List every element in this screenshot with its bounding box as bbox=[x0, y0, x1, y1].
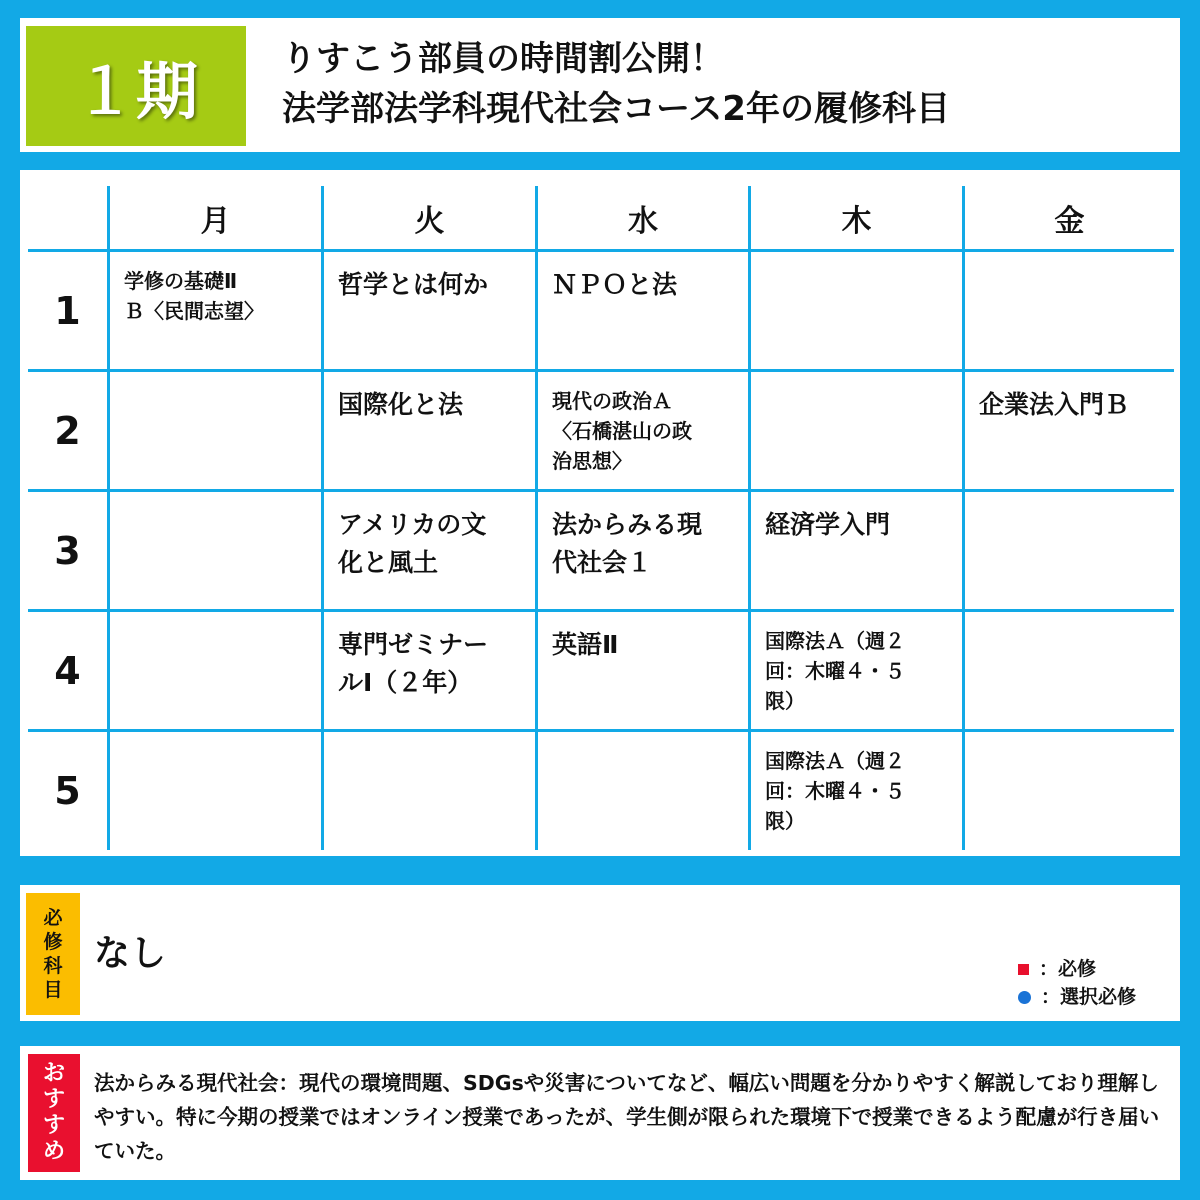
course-name: 学修の基礎Ⅱ Ｂ〈民間志望〉 bbox=[124, 269, 264, 323]
tag-char: 目 bbox=[43, 979, 63, 1001]
day-header: 水 bbox=[538, 186, 751, 252]
empty-cell bbox=[965, 252, 1174, 372]
course-name: 経済学入門 bbox=[765, 510, 891, 539]
tag-char: お bbox=[42, 1061, 65, 1086]
course-name: 国際法Ａ（週２ 回：木曜４・５ 限） bbox=[765, 629, 905, 713]
day-header: 金 bbox=[965, 186, 1174, 252]
recommendation-text: 法からみる現代社会：現代の環境問題、SDGsや災害についてなど、幅広い問題を分かりやすく解説しており理解しやすい。特に今期の授業ではオンライン授業であったが、学生側が限られた環境下で授業できるよう配慮が行き届いていた。 bbox=[94, 1071, 1160, 1163]
empty-cell bbox=[965, 732, 1174, 850]
course-cell bbox=[324, 492, 538, 612]
tag-char: 必 bbox=[43, 907, 63, 929]
course-cell bbox=[538, 492, 751, 612]
empty-cell bbox=[110, 372, 324, 492]
course-name: 英語Ⅱ bbox=[552, 630, 619, 659]
empty-cell bbox=[110, 732, 324, 850]
course-cell bbox=[324, 372, 538, 492]
timetable-grid bbox=[28, 186, 1174, 856]
course-name: 専門ゼミナー ルⅠ（２年） bbox=[338, 630, 489, 697]
course-name: 現代の政治Ａ 〈石橋湛山の政 治思想〉 bbox=[552, 389, 692, 473]
period-label: 1 bbox=[28, 252, 110, 372]
period-label: 5 bbox=[28, 732, 110, 850]
day-header: 月 bbox=[110, 186, 324, 252]
course-name: ＮＰＯと法 bbox=[552, 270, 678, 299]
course-name: 国際法Ａ（週２ 回：木曜４・５ 限） bbox=[765, 749, 905, 833]
course-cell bbox=[538, 252, 751, 372]
course-cell bbox=[965, 372, 1174, 492]
legend-elective bbox=[1018, 983, 1136, 1011]
required-subjects-tag bbox=[26, 893, 80, 1015]
required-square-icon bbox=[1018, 964, 1029, 975]
table-corner bbox=[28, 186, 110, 252]
course-cell bbox=[110, 252, 324, 372]
day-header: 木 bbox=[751, 186, 965, 252]
legend-required bbox=[1018, 955, 1136, 983]
elective-dot-icon bbox=[1018, 991, 1031, 1004]
course-cell bbox=[751, 492, 965, 612]
empty-cell bbox=[751, 252, 965, 372]
course-name: 国際化と法 bbox=[338, 390, 464, 419]
tag-char: す bbox=[42, 1113, 65, 1138]
course-name: 法からみる現 代社会１ bbox=[552, 510, 703, 577]
course-name: アメリカの文 化と風土 bbox=[338, 510, 487, 577]
course-name: 企業法入門Ｂ bbox=[979, 390, 1130, 419]
legend-elective-label: ：選択必修 bbox=[1041, 986, 1137, 1008]
period-label: 4 bbox=[28, 612, 110, 732]
recommendation-panel bbox=[20, 1046, 1180, 1180]
empty-cell bbox=[538, 732, 751, 850]
course-cell bbox=[538, 612, 751, 732]
empty-cell bbox=[110, 492, 324, 612]
tag-char: 科 bbox=[43, 955, 63, 977]
empty-cell bbox=[324, 732, 538, 850]
title-line-2: 法学部法学科現代社会コース2年の履修科目 bbox=[282, 89, 950, 129]
course-name: 哲学とは何か bbox=[338, 270, 489, 299]
legend-required-label: ：必修 bbox=[1039, 958, 1097, 980]
recommendation-tag bbox=[28, 1054, 80, 1172]
title-line-1: りすこう部員の時間割公開！ bbox=[282, 39, 724, 79]
day-header: 火 bbox=[324, 186, 538, 252]
term-badge: １期 bbox=[26, 26, 246, 146]
tag-char: め bbox=[42, 1139, 65, 1164]
legend bbox=[1018, 955, 1136, 1011]
empty-cell bbox=[751, 372, 965, 492]
tag-char: 修 bbox=[43, 931, 63, 953]
course-cell bbox=[751, 612, 965, 732]
required-subjects-text: なし bbox=[94, 933, 167, 974]
empty-cell bbox=[965, 612, 1174, 732]
period-label: 2 bbox=[28, 372, 110, 492]
timetable-panel bbox=[20, 170, 1180, 856]
page-title bbox=[282, 34, 950, 134]
course-cell bbox=[324, 252, 538, 372]
empty-cell bbox=[110, 612, 324, 732]
course-cell bbox=[751, 732, 965, 850]
empty-cell bbox=[965, 492, 1174, 612]
course-cell bbox=[538, 372, 751, 492]
required-subjects-panel bbox=[20, 885, 1180, 1021]
course-cell bbox=[324, 612, 538, 732]
period-label: 3 bbox=[28, 492, 110, 612]
tag-char: す bbox=[42, 1087, 65, 1112]
header-panel bbox=[20, 18, 1180, 152]
